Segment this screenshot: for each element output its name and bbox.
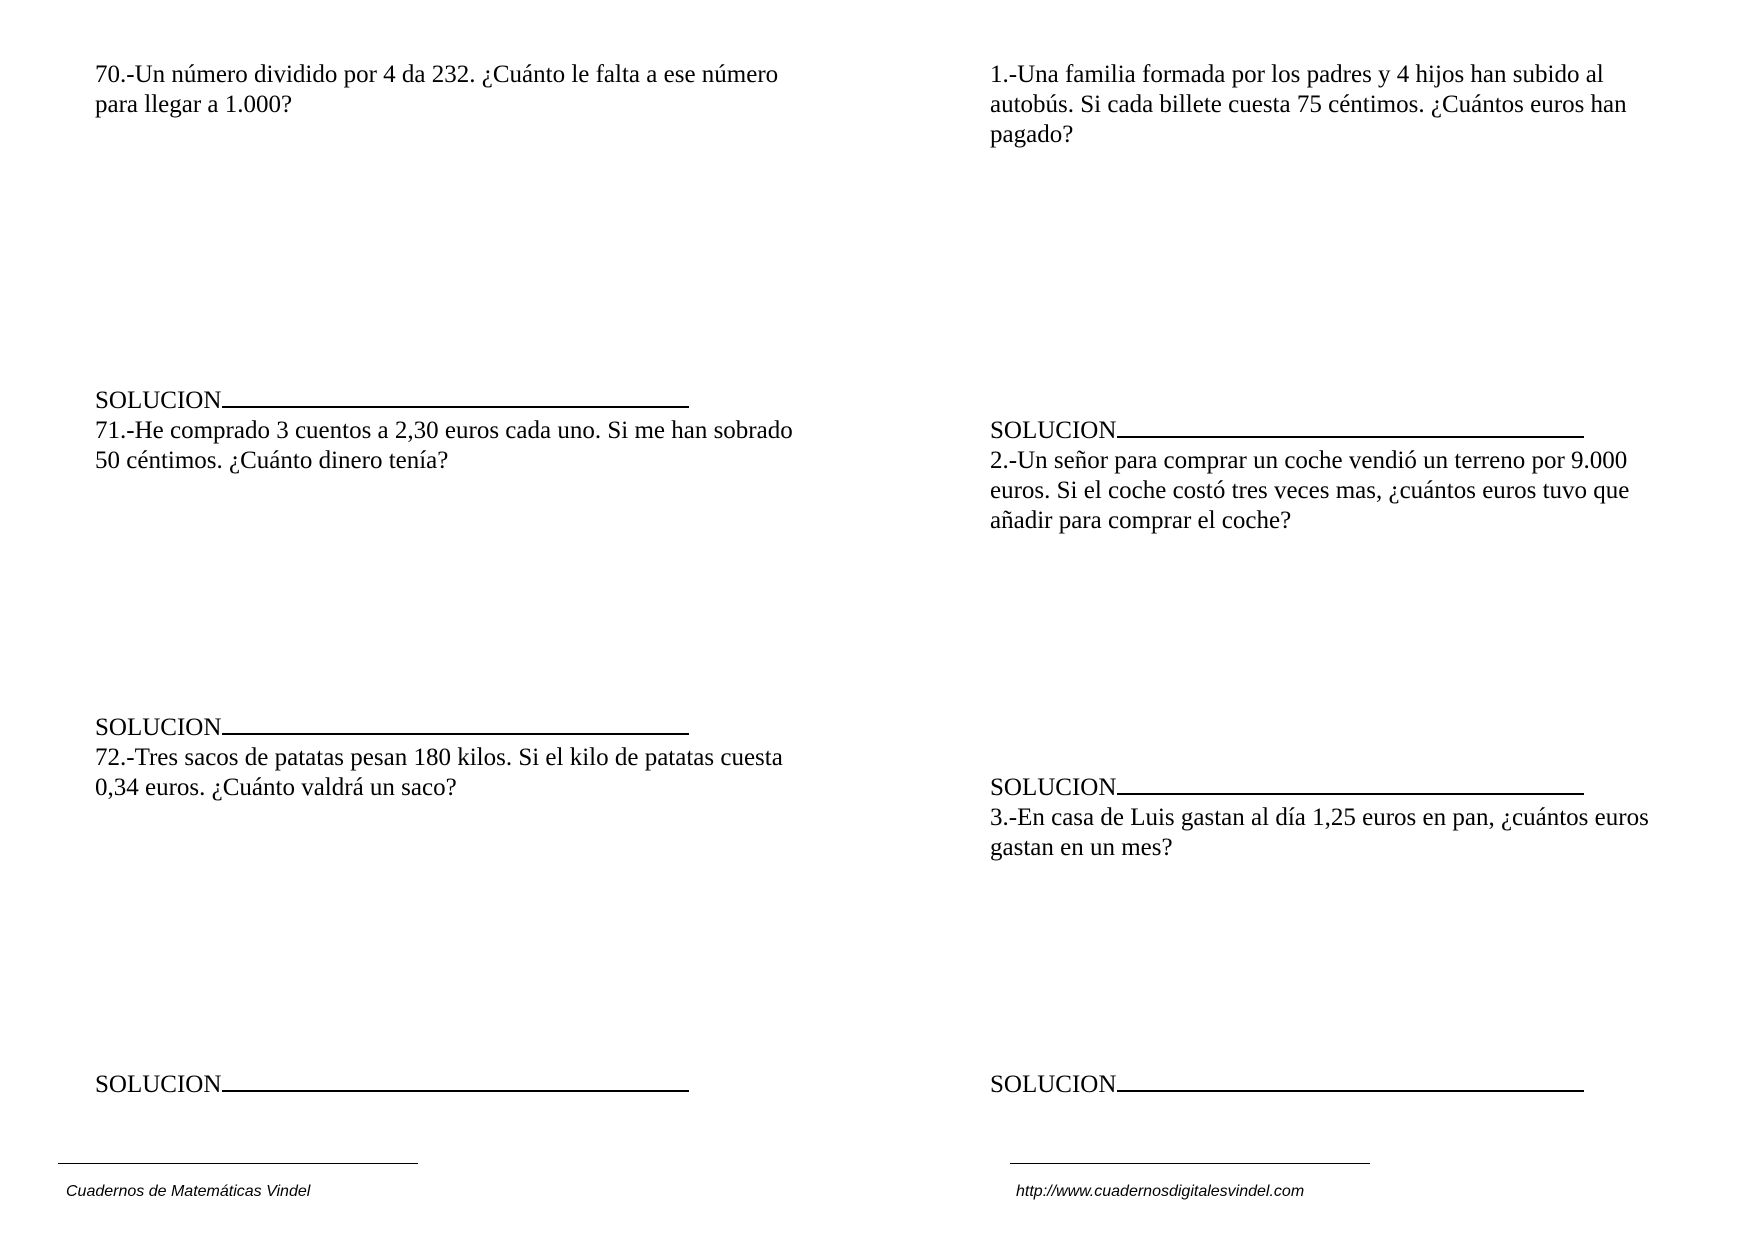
problem-70: 70.-Un número dividido por 4 da 232. ¿Cuánto le falta a ese número para llegar a 1.000? (95, 61, 779, 118)
solution-label: SOLUCION (990, 1071, 1117, 1098)
right-worksheet-column (990, 0, 1750, 1240)
footer-rule-left (58, 1163, 418, 1164)
answer-blank[interactable] (1117, 1089, 1584, 1092)
answer-blank[interactable] (222, 405, 689, 408)
answer-blank[interactable] (1117, 435, 1584, 438)
problem-71: 71.-He comprado 3 cuentos a 2,30 euros cada uno. Si me han sobrado 50 céntimos. ¿Cuánto dinero tenía? (95, 417, 793, 474)
problem-2: 2.-Un señor para comprar un coche vendió un terreno por 9.000 euros. Si el coche costó tres veces mas, ¿cuántos euros tuvo que añadir para comprar el coche? (990, 447, 1630, 534)
solution-line-1 (990, 416, 1584, 446)
problem-1: 1.-Una familia formada por los padres y 4 hijos han subido al autobús. Si cada billete cuesta 75 céntimos. ¿Cuántos euros han pagado? (990, 61, 1627, 148)
solution-line-71 (95, 713, 689, 743)
solution-line-70 (95, 386, 689, 416)
footer-url[interactable]: http://www.cuadernosdigitalesvindel.com (1016, 1183, 1305, 1200)
solution-label: SOLUCION (990, 774, 1117, 801)
answer-blank[interactable] (222, 732, 689, 735)
solution-line-2 (990, 773, 1584, 803)
footer-publisher: Cuadernos de Matemáticas Vindel (66, 1183, 311, 1200)
answer-blank[interactable] (1117, 792, 1584, 795)
problem-72: 72.-Tres sacos de patatas pesan 180 kilos. Si el kilo de patatas cuesta 0,34 euros. ¿Cuánto valdrá un saco? (95, 744, 783, 801)
solution-line-72 (95, 1070, 689, 1100)
solution-line-3 (990, 1070, 1584, 1100)
solution-label: SOLUCION (95, 1071, 222, 1098)
solution-label: SOLUCION (990, 417, 1117, 444)
solution-label: SOLUCION (95, 714, 222, 741)
problem-3: 3.-En casa de Luis gastan al día 1,25 euros en pan, ¿cuántos euros gastan en un mes? (990, 804, 1649, 861)
solution-label: SOLUCION (95, 387, 222, 414)
left-worksheet-column (95, 0, 855, 1240)
footer-rule-right (1010, 1163, 1370, 1164)
answer-blank[interactable] (222, 1089, 689, 1092)
